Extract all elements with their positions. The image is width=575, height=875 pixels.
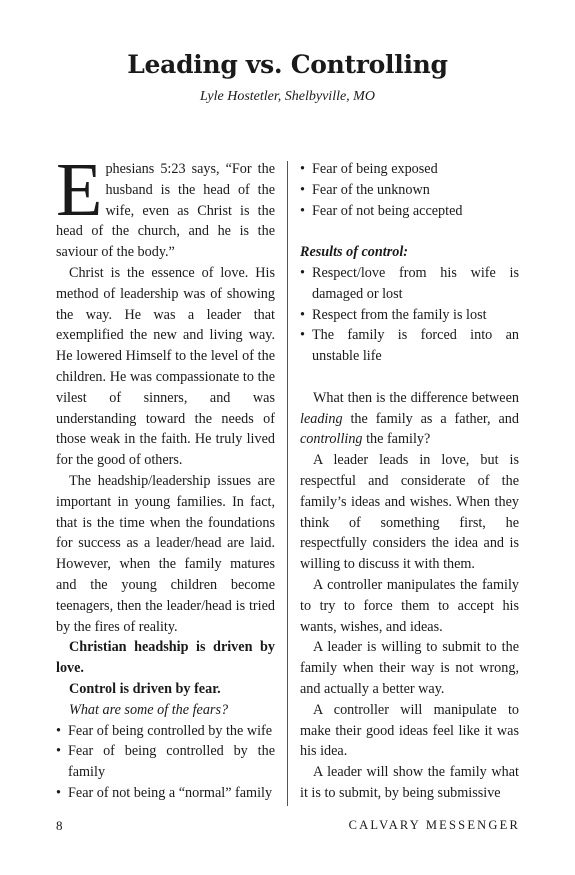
question-text: the family? bbox=[362, 431, 431, 448]
page-number: 8 bbox=[56, 818, 63, 833]
question-text: What then is the difference between bbox=[313, 389, 519, 406]
statement-control-fear: Control is driven by fear. bbox=[69, 680, 221, 697]
results-list bbox=[300, 263, 519, 367]
results-heading: Results of control: bbox=[300, 244, 408, 261]
right-column bbox=[300, 159, 519, 804]
emphasis-leading: leading bbox=[300, 410, 343, 427]
left-column bbox=[56, 148, 275, 804]
list-item: • Fear of not being a “normal” family bbox=[56, 783, 275, 804]
spacer bbox=[300, 367, 519, 388]
publication-name: CALVARY MESSENGER bbox=[348, 818, 520, 832]
difference-question bbox=[300, 388, 519, 450]
list-item: • Fear of the unknown bbox=[300, 180, 519, 201]
paragraph-leader-show: A leader will show the family what it is to submit, by being submissive bbox=[300, 764, 519, 801]
paragraph-controller-ideas: A controller will manipulate to make their good ideas feel like it was his idea. bbox=[300, 701, 519, 760]
paragraph-christ-love: Christ is the essence of love. His method of leadership was of showing the way. He was a leader that exemplified the new and living way. He lowered Himself to the level of the children. He was compassionate to the vilest of sinners, and was understanding toward the needs of those weak in the faith. He truly lived for the good of others. bbox=[56, 264, 275, 469]
emphasis-controlling: controlling bbox=[300, 431, 363, 448]
paragraph-controller-manipulates: A controller manipulates the family to try to force them to accept his wants, wishes, and ideas. bbox=[300, 576, 519, 635]
list-item: • Fear of not being accepted bbox=[300, 201, 519, 222]
fears-heading: What are some of the fears? bbox=[69, 701, 229, 718]
spacer bbox=[300, 221, 519, 242]
statement-headship-love: Christian headship is driven by love. bbox=[56, 639, 275, 677]
drop-cap: E bbox=[56, 148, 103, 232]
list-item: • Fear of being controlled by the wife bbox=[56, 721, 275, 742]
list-item: • The family is forced into an unstable life bbox=[300, 325, 519, 367]
question-text: the family as a father, and bbox=[342, 410, 519, 427]
opening-paragraph bbox=[56, 148, 275, 263]
paragraph-headship-issues: The headship/leadership issues are important in young families. In fact, that is the time when the foundations for success as a leader/head are laid. However, when the family matures and the young children become teenagers, then the leader/head is tried by the fires of reality. bbox=[56, 472, 275, 635]
fears-list-continued bbox=[300, 159, 519, 221]
list-item: • Fear of being exposed bbox=[300, 159, 519, 180]
article-title: Leading vs. Controlling bbox=[127, 50, 448, 79]
article-byline: Lyle Hostetler, Shelbyville, MO bbox=[200, 89, 375, 104]
list-item: • Respect from the family is lost bbox=[300, 305, 519, 326]
opening-paragraph-text: phesians 5:23 says, “For the husband is the head of the wife, even as Christ is the head of the church, and he is the saviour of the body.” bbox=[56, 161, 275, 261]
column-divider bbox=[287, 161, 288, 806]
list-item: • Respect/love from his wife is damaged or lost bbox=[300, 263, 519, 305]
fears-list bbox=[56, 721, 275, 804]
list-item: • Fear of being controlled by the family bbox=[56, 741, 275, 783]
paragraph-leader-love: A leader leads in love, but is respectful and considerate of the family’s ideas and wishes. When they think of something first, he respectfully considers the idea and is willing to discuss it with them. bbox=[300, 452, 519, 573]
paragraph-leader-submit: A leader is willing to submit to the family when their way is not wrong, and actually a better way. bbox=[300, 639, 519, 697]
